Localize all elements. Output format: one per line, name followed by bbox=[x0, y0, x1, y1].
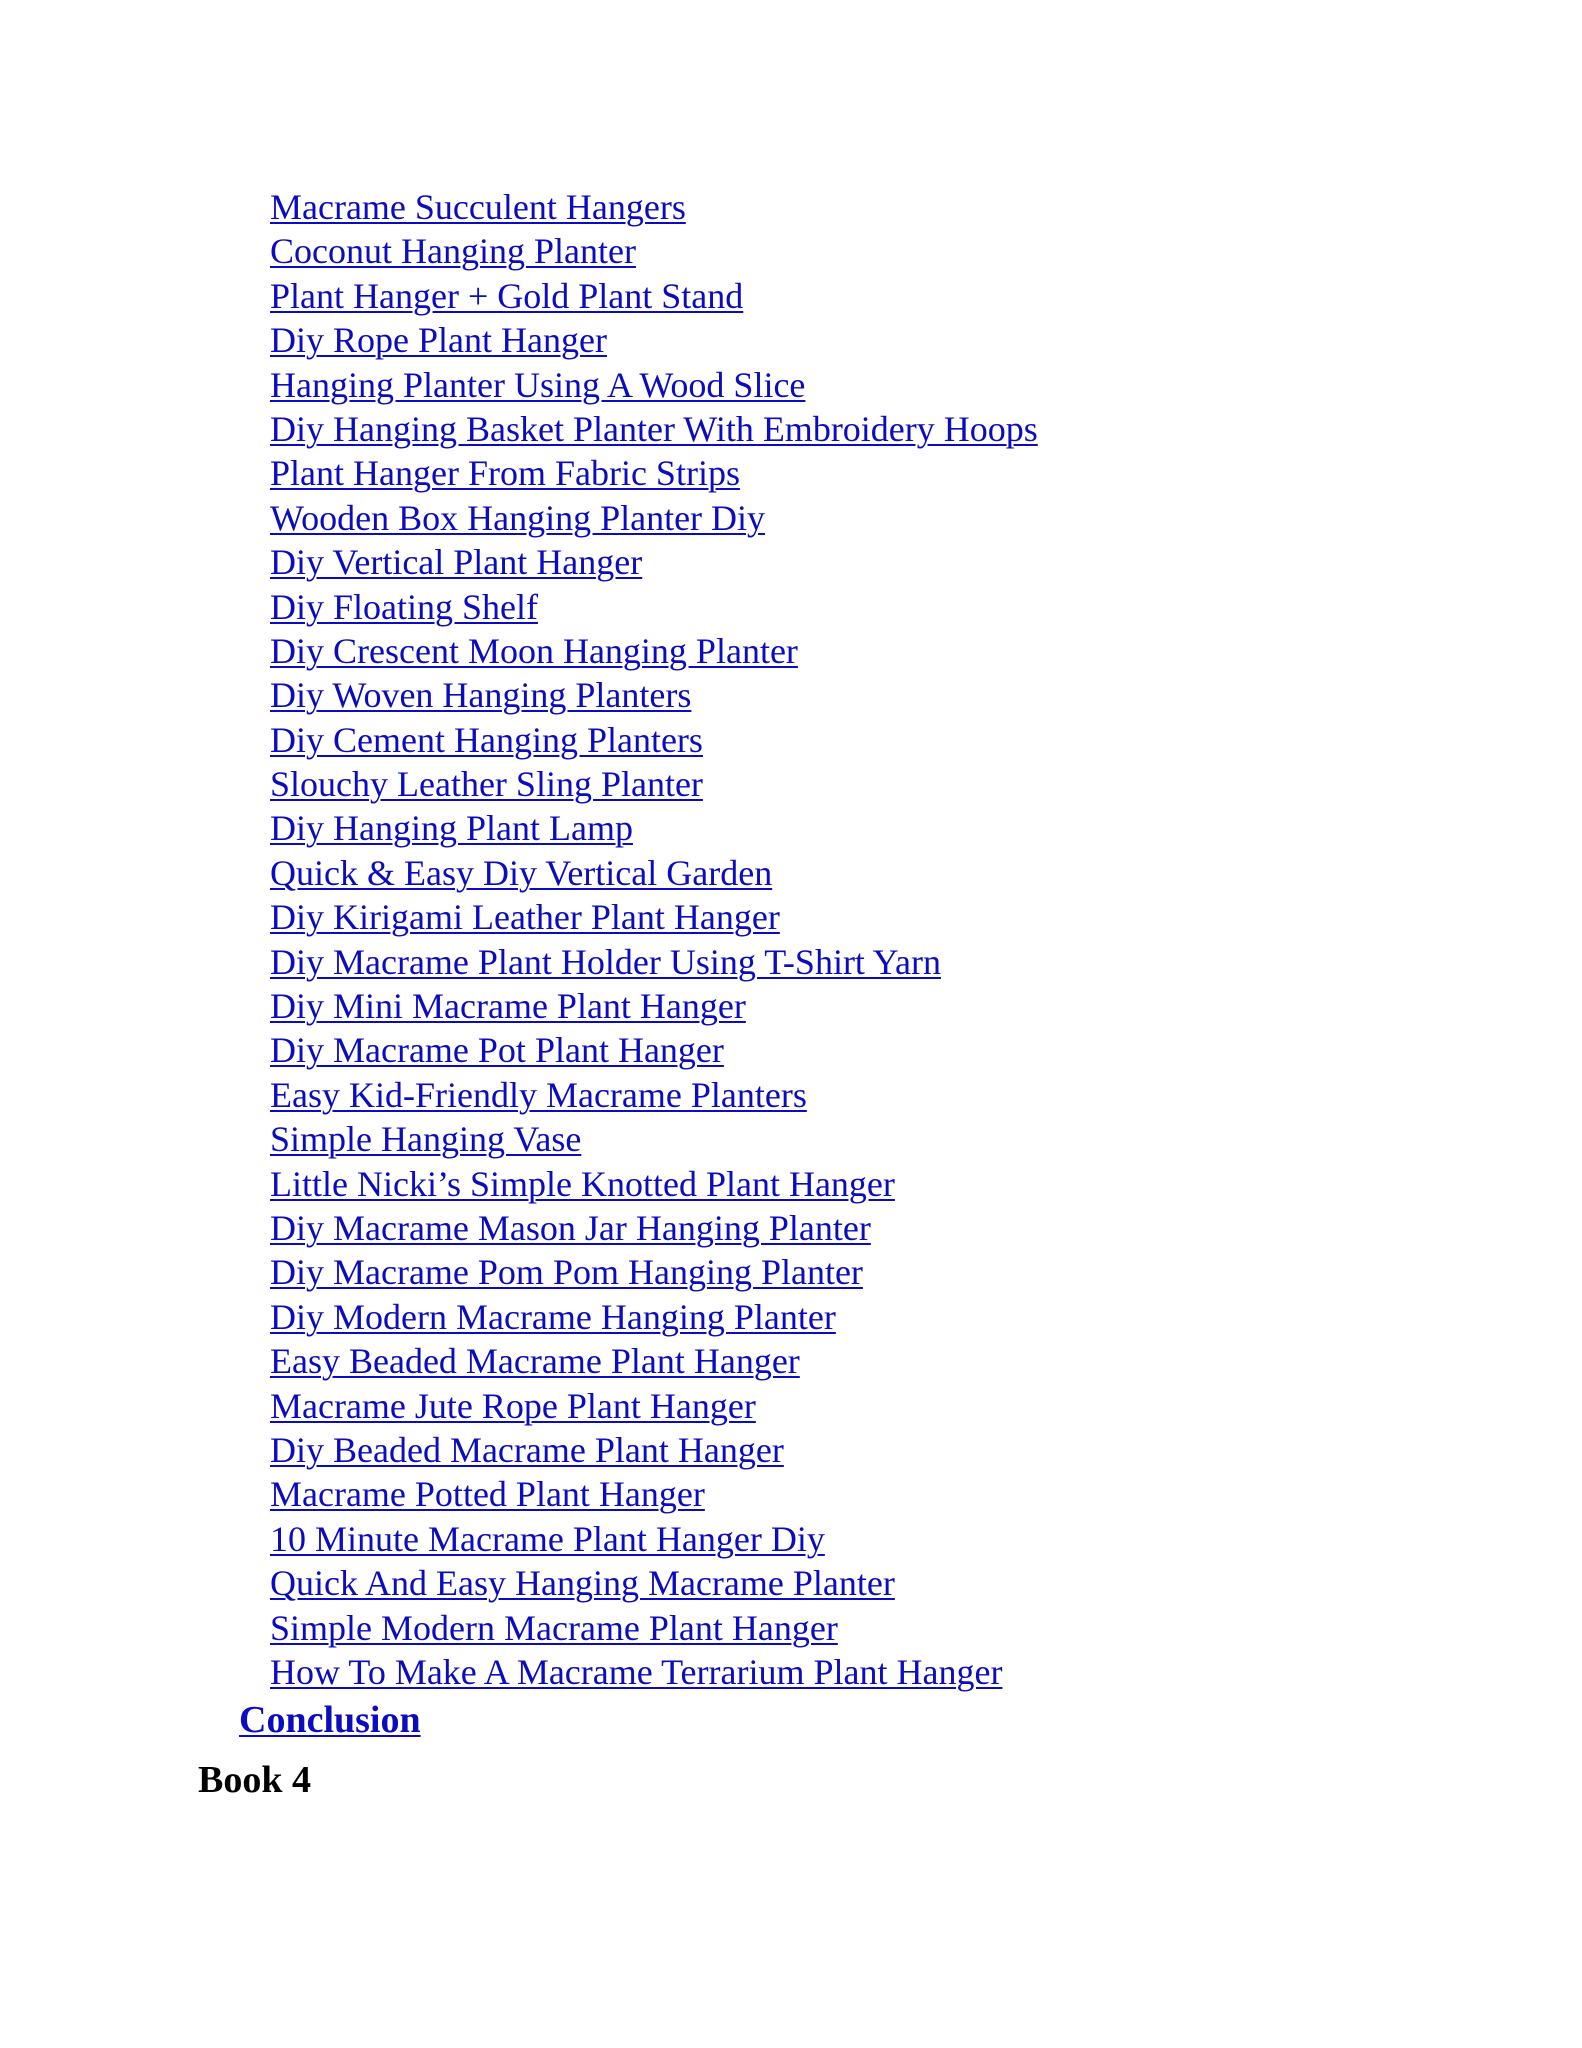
toc-link[interactable]: Diy Woven Hanging Planters bbox=[270, 675, 692, 716]
toc-list-item bbox=[270, 673, 1038, 717]
toc-link[interactable]: Plant Hanger From Fabric Strips bbox=[270, 453, 740, 494]
toc-list-item bbox=[270, 851, 1038, 895]
toc-list-item bbox=[270, 1206, 1038, 1250]
toc-link[interactable]: Diy Rope Plant Hanger bbox=[270, 320, 607, 361]
toc-link[interactable]: How To Make A Macrame Terrarium Plant Hanger bbox=[270, 1651, 1003, 1692]
toc-list-item bbox=[270, 1073, 1038, 1117]
toc-link[interactable]: Macrame Potted Plant Hanger bbox=[270, 1474, 705, 1515]
toc-link[interactable]: Diy Mini Macrame Plant Hanger bbox=[270, 986, 746, 1027]
toc-list-item bbox=[270, 1472, 1038, 1516]
toc-list-item bbox=[270, 407, 1038, 451]
book-heading: Book 4 bbox=[198, 1759, 311, 1801]
toc-link[interactable]: Wooden Box Hanging Planter Diy bbox=[270, 497, 766, 538]
toc-link[interactable]: Simple Hanging Vase bbox=[270, 1119, 582, 1160]
toc-link[interactable]: Quick & Easy Diy Vertical Garden bbox=[270, 852, 773, 893]
toc-link[interactable]: Diy Cement Hanging Planters bbox=[270, 719, 703, 760]
toc-link[interactable]: Diy Vertical Plant Hanger bbox=[270, 542, 643, 583]
toc-link-conclusion[interactable]: Conclusion bbox=[239, 1699, 421, 1741]
toc-link[interactable]: Diy Macrame Pom Pom Hanging Planter bbox=[270, 1252, 863, 1293]
toc-link[interactable]: Quick And Easy Hanging Macrame Planter bbox=[270, 1563, 895, 1604]
toc-list-item bbox=[270, 940, 1038, 984]
toc-list-item bbox=[270, 629, 1038, 673]
toc-link[interactable]: Slouchy Leather Sling Planter bbox=[270, 764, 703, 805]
toc-list-item bbox=[270, 1428, 1038, 1472]
toc-list-item bbox=[270, 229, 1038, 273]
toc-link[interactable]: Little Nicki’s Simple Knotted Plant Hanger bbox=[270, 1163, 895, 1204]
toc-link[interactable]: Diy Macrame Mason Jar Hanging Planter bbox=[270, 1207, 871, 1248]
toc-link[interactable]: Diy Floating Shelf bbox=[270, 586, 538, 627]
toc-list-item bbox=[270, 984, 1038, 1028]
toc-list-item bbox=[270, 1606, 1038, 1650]
toc-link[interactable]: Coconut Hanging Planter bbox=[270, 231, 636, 272]
toc-link[interactable]: Easy Kid-Friendly Macrame Planters bbox=[270, 1074, 807, 1115]
toc-link[interactable]: Diy Hanging Basket Planter With Embroidery Hoops bbox=[270, 408, 1038, 449]
toc-list-item bbox=[270, 274, 1038, 318]
toc-list-item bbox=[270, 1028, 1038, 1072]
toc-list-item bbox=[270, 585, 1038, 629]
toc-link[interactable]: Diy Hanging Plant Lamp bbox=[270, 808, 633, 849]
toc-link[interactable]: Macrame Jute Rope Plant Hanger bbox=[270, 1385, 756, 1426]
toc-list-item bbox=[270, 806, 1038, 850]
toc-link[interactable]: Diy Macrame Pot Plant Hanger bbox=[270, 1030, 724, 1071]
toc-link[interactable]: Diy Crescent Moon Hanging Planter bbox=[270, 630, 798, 671]
toc-list-item bbox=[270, 363, 1038, 407]
toc-link[interactable]: 10 Minute Macrame Plant Hanger Diy bbox=[270, 1518, 825, 1559]
toc-list-item bbox=[270, 1295, 1038, 1339]
toc-link[interactable]: Plant Hanger + Gold Plant Stand bbox=[270, 275, 744, 316]
toc-link[interactable]: Diy Modern Macrame Hanging Planter bbox=[270, 1296, 836, 1337]
toc-list-item bbox=[270, 895, 1038, 939]
toc-list-item bbox=[270, 718, 1038, 762]
table-of-contents-list bbox=[270, 185, 1038, 1694]
toc-list-item bbox=[270, 762, 1038, 806]
toc-list-item bbox=[270, 1517, 1038, 1561]
toc-list-item bbox=[270, 185, 1038, 229]
toc-link[interactable]: Simple Modern Macrame Plant Hanger bbox=[270, 1607, 838, 1648]
toc-list-item bbox=[270, 1339, 1038, 1383]
toc-list-item bbox=[270, 1250, 1038, 1294]
toc-link[interactable]: Diy Macrame Plant Holder Using T-Shirt Yarn bbox=[270, 941, 941, 982]
toc-list-item bbox=[270, 540, 1038, 584]
toc-link[interactable]: Easy Beaded Macrame Plant Hanger bbox=[270, 1341, 800, 1382]
toc-list-item bbox=[270, 1117, 1038, 1161]
toc-link[interactable]: Hanging Planter Using A Wood Slice bbox=[270, 364, 806, 405]
toc-list-item bbox=[270, 1162, 1038, 1206]
toc-list-item bbox=[270, 496, 1038, 540]
toc-list-item bbox=[270, 318, 1038, 362]
toc-list-item bbox=[270, 451, 1038, 495]
toc-list-item bbox=[270, 1650, 1038, 1694]
toc-list-item bbox=[270, 1561, 1038, 1605]
toc-link[interactable]: Diy Beaded Macrame Plant Hanger bbox=[270, 1429, 784, 1470]
toc-link[interactable]: Diy Kirigami Leather Plant Hanger bbox=[270, 897, 780, 938]
toc-list-item bbox=[270, 1384, 1038, 1428]
toc-link[interactable]: Macrame Succulent Hangers bbox=[270, 187, 686, 227]
